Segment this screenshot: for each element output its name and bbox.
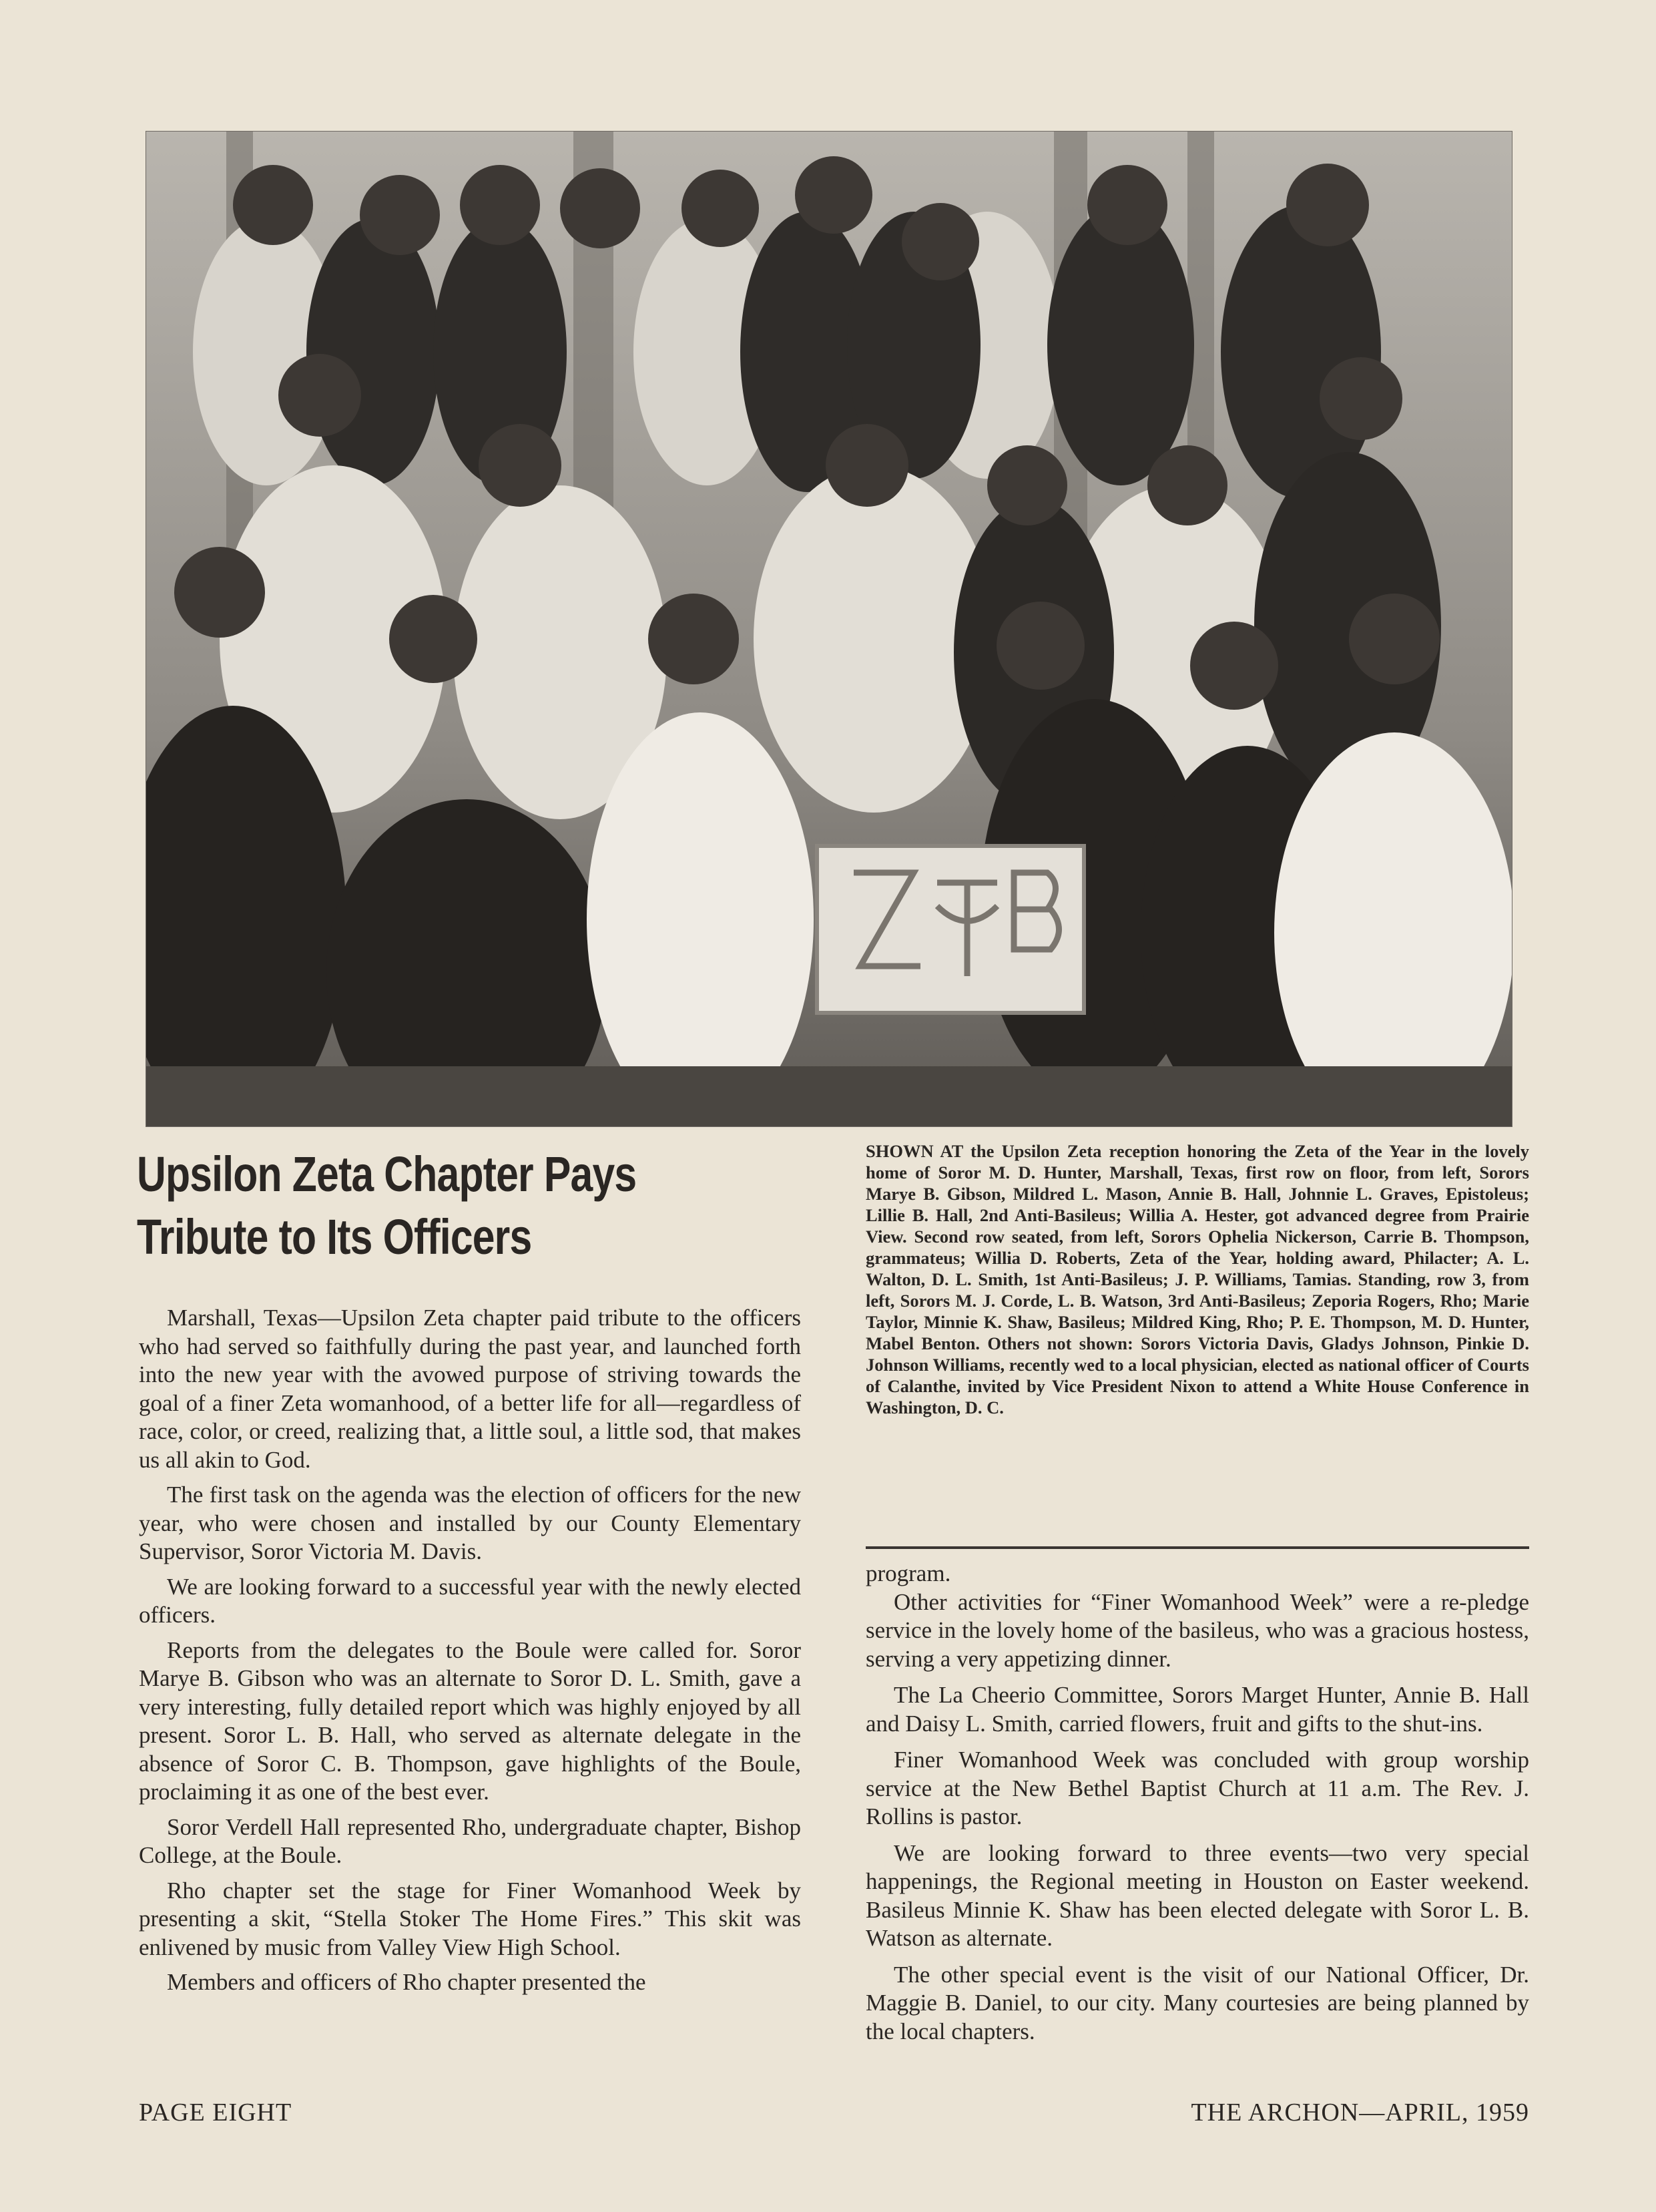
headline-line-2: Tribute to Its Officers bbox=[137, 1209, 532, 1265]
article-paragraph: Marshall, Texas—Upsilon Zeta chapter paid tribute to the officers who had served so faithfully during the past year, and launched forth into the new year with the avowed purpose of striving towards the goal of a finer Zeta womanhood, of a better life for all—regardless of race, color, or creed, realizing that, a little soul, a little sod, that makes us all akin to God. bbox=[139, 1305, 801, 1473]
zeta-emblem-sign bbox=[817, 846, 1084, 1013]
article-paragraph: We are looking forward to three events—two very special happenings, the Regional meeting in Houston on Easter weekend. Basileus Minnie K. Shaw has been elected delegate with Soror L. B. Watson as alternate. bbox=[866, 1839, 1529, 1951]
article-paragraph: Members and officers of Rho chapter presented the bbox=[167, 1969, 646, 1995]
headline-line-1: Upsilon Zeta Chapter Pays bbox=[137, 1146, 637, 1202]
article-paragraph: The first task on the agenda was the election of officers for the new year, who were chosen and installed by our County Elementary Supervisor, Soror Victoria M. Davis. bbox=[139, 1482, 801, 1564]
article-paragraph: Rho chapter set the stage for Finer Womanhood Week by presenting a skit, “Stella Stoker The Home Fires.” This skit was enlivened by music from Valley View High School. bbox=[139, 1877, 801, 1960]
article-paragraph: We are looking forward to a successful year with the newly elected officers. bbox=[139, 1573, 801, 1628]
article-paragraph: The other special event is the visit of our National Officer, Dr. Maggie B. Daniel, to our city. Many courtesies are being planned by the local chapters. bbox=[866, 1961, 1529, 2044]
article-paragraph: program. bbox=[866, 1560, 951, 1586]
article-paragraph: Finer Womanhood Week was concluded with group worship service at the New Bethel Baptist Church at 11 a.m. The Rev. J. Rollins is pastor. bbox=[866, 1747, 1529, 1829]
article-paragraph: The La Cheerio Committee, Sorors Marget Hunter, Annie B. Hall and Daisy L. Smith, carried flowers, fruit and gifts to the shut-ins. bbox=[866, 1682, 1529, 1737]
caption-divider bbox=[866, 1546, 1529, 1549]
article-headline bbox=[137, 1143, 640, 1269]
group-photo bbox=[146, 131, 1512, 1127]
article-paragraph: Other activities for “Finer Womanhood Week” were a re-pledge service in the lovely home of the basileus, who was a gracious hostess, serving a very appetizing dinner. bbox=[866, 1588, 1529, 1672]
article-body-left bbox=[139, 1304, 801, 1997]
photo-caption: SHOWN AT the Upsilon Zeta reception honoring the Zeta of the Year in the lovely home of Soror M. D. Hunter, Marshall, Texas, first row on floor, from left, Sorors Marye B. Gibson, Mildred L. Mason, Annie B. Hall, Johnnie L. Graves, Epistoleus; Lillie B. Hall, 2nd Anti-Basileus; Willia A. Hester, got advanced degree from Prairie View. Second row seated, from left, Sorors Ophelia Nickerson, Carrie B. Thompson, grammateus; Willia D. Roberts, Zeta of the Year, holding award, Philacter; A. L. Walton, D. L. Smith, 1st Anti-Basileus; J. P. Williams, Tamias. Standing, row 3, from left, Sorors M. J. Corde, L. B. Watson, 3rd Anti-Basileus; Zeporia Rogers, Rho; Marie Taylor, Minnie K. Shaw, Basileus; Mildred King, Rho; P. E. Thompson, M. D. Hunter, Mabel Benton. Others not shown: Sorors Victoria Davis, Gladys Johnson, Pinkie D. Johnson Williams, recently wed to a local physician, elected as national officer of Courts of Calanthe, invited by Vice President Nixon to attend a White House Conference in Washington, D. C. bbox=[866, 1141, 1529, 1417]
publication-dateline: THE ARCHON—APRIL, 1959 bbox=[1191, 2098, 1529, 2127]
article-paragraph: Soror Verdell Hall represented Rho, undergraduate chapter, Bishop College, at the Boule. bbox=[139, 1813, 801, 1868]
article-paragraph: Reports from the delegates to the Boule were called for. Soror Marye B. Gibson who was an alternate to Soror D. L. Smith, gave a very interesting, fully detailed report which was highly enjoyed by all present. Soror L. B. Hall, who served as alternate delegate in the absence of Soror C. B. Thompson, gave highlights of the Boule, proclaiming it as one of the best ever. bbox=[139, 1636, 801, 1805]
article-body-right bbox=[866, 1560, 1529, 2046]
page-number: PAGE EIGHT bbox=[139, 2098, 292, 2127]
